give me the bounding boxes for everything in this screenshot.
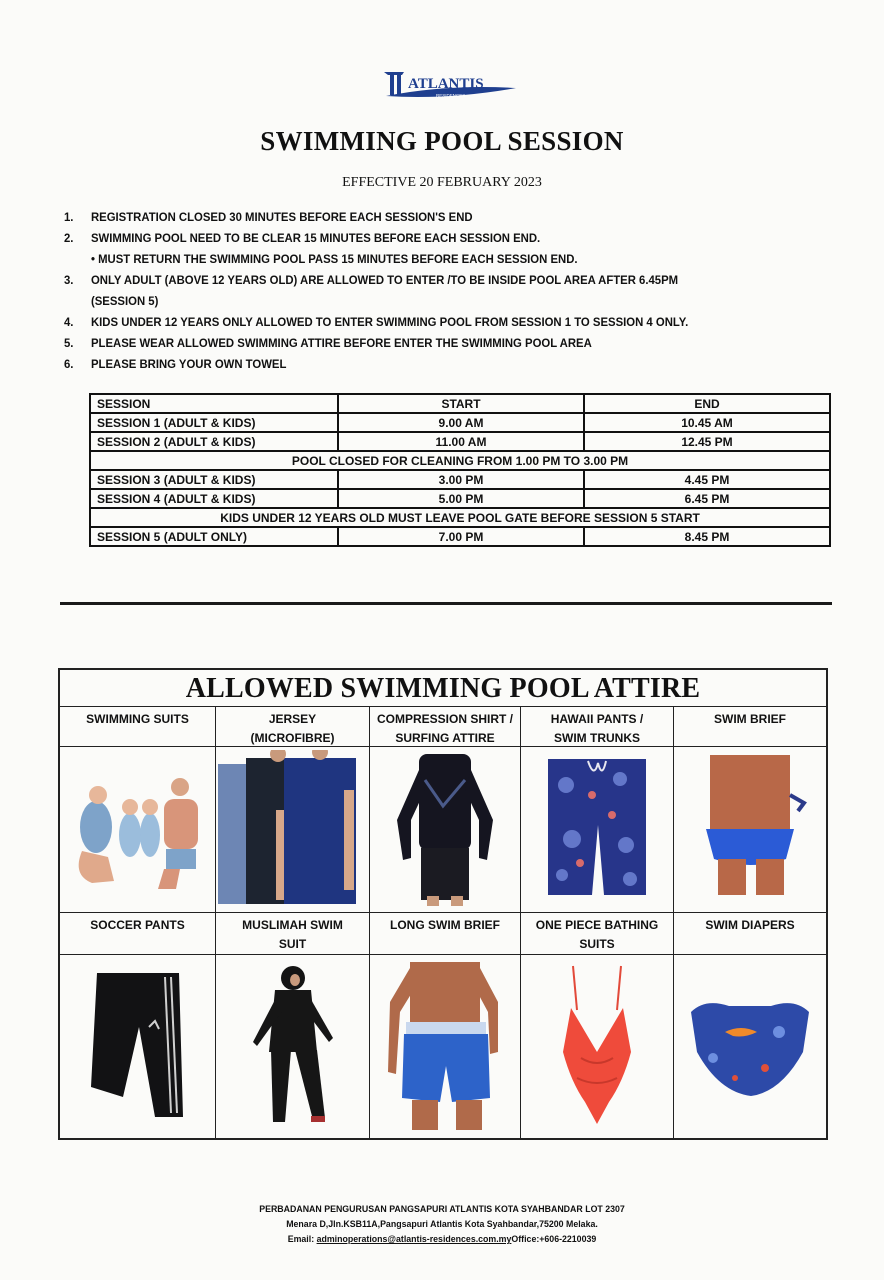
attire-grid xyxy=(60,707,826,1139)
rules-list xyxy=(64,207,789,375)
soccer-pants-image xyxy=(60,955,216,1139)
effective-date: EFFECTIVE 20 FEBRUARY 2023 xyxy=(342,175,542,190)
one-piece-suit-image xyxy=(521,955,674,1139)
email-link[interactable]: adminoperations@atlantis-residences.com.my xyxy=(316,1234,512,1244)
list-item: 3. ONLY ADULT (ABOVE 12 YEARS OLD) ARE ALLOWED TO ENTER /TO BE INSIDE POOL AREA AFTER 6.45PM (SESSION 5) xyxy=(64,273,679,308)
hawaii-pants-image xyxy=(521,747,674,913)
attire-label: MUSLIMAH SWIM SUIT xyxy=(216,913,370,955)
footer-org: PERBADANAN PENGURUSAN PANGSAPURI ATLANTIS KOTA SYAHBANDAR LOT 2307 xyxy=(259,1204,625,1214)
header-start: START xyxy=(338,394,584,413)
attire-label: SWIM BRIEF xyxy=(674,707,826,747)
table-header-row xyxy=(90,394,830,413)
svg-text:RESIDENCES: RESIDENCES xyxy=(436,93,466,98)
list-item: 2. SWIMMING POOL NEED TO BE CLEAR 15 MINUTES BEFORE EACH SESSION END. • MUST RETURN THE SWIMMING POOL PASS 15 MINUTES BEFORE EACH SESSION END. xyxy=(64,228,789,270)
table-note-row: KIDS UNDER 12 YEARS OLD MUST LEAVE POOL GATE BEFORE SESSION 5 START xyxy=(90,508,830,527)
table-row: SESSION 5 (ADULT ONLY) 7.00 PM 8.45 PM xyxy=(90,527,830,546)
attire-label: SOCCER PANTS xyxy=(60,913,216,955)
attire-label: COMPRESSION SHIRT / SURFING ATTIRE xyxy=(370,707,521,747)
header-session: SESSION xyxy=(90,394,338,413)
atlantis-logo xyxy=(378,66,520,102)
table-row: SESSION 3 (ADULT & KIDS) 3.00 PM 4.45 PM xyxy=(90,470,830,489)
page-title: SWIMMING POOL SESSION xyxy=(260,126,624,156)
sub-note: • MUST RETURN THE SWIMMING POOL PASS 15 MINUTES BEFORE EACH SESSION END. xyxy=(91,249,789,270)
attire-title: ALLOWED SWIMMING POOL ATTIRE xyxy=(60,670,826,707)
attire-label: JERSEY (MICROFIBRE) xyxy=(216,707,370,747)
swimming-suits-image xyxy=(60,747,216,913)
list-item: 4. KIDS UNDER 12 YEARS ONLY ALLOWED TO ENTER SWIMMING POOL FROM SESSION 1 TO SESSION 4 ONLY. xyxy=(64,315,689,329)
table-row: SESSION 1 (ADULT & KIDS) 9.00 AM 10.45 AM xyxy=(90,413,830,432)
table-note-row: POOL CLOSED FOR CLEANING FROM 1.00 PM TO 3.00 PM xyxy=(90,451,830,470)
list-item: 1. REGISTRATION CLOSED 30 MINUTES BEFORE EACH SESSION'S END xyxy=(64,210,473,224)
section-divider xyxy=(60,602,832,605)
table-row: SESSION 4 (ADULT & KIDS) 5.00 PM 6.45 PM xyxy=(90,489,830,508)
compression-shirt-image xyxy=(370,747,521,913)
muslimah-swim-suit-image xyxy=(216,955,370,1139)
header-end: END xyxy=(584,394,830,413)
swim-brief-image xyxy=(674,747,826,913)
attire-panel xyxy=(58,668,828,1140)
attire-label: HAWAII PANTS / SWIM TRUNKS xyxy=(521,707,674,747)
session-table xyxy=(89,393,831,547)
svg-text:ATLANTIS: ATLANTIS xyxy=(408,76,484,92)
table-row: SESSION 2 (ADULT & KIDS) 11.00 AM 12.45 PM xyxy=(90,432,830,451)
footer-address: Menara D,Jln.KSB11A,Pangsapuri Atlantis Kota Syahbandar,75200 Melaka. xyxy=(286,1219,598,1229)
footer xyxy=(0,1202,884,1247)
list-item: 6. PLEASE BRING YOUR OWN TOWEL xyxy=(64,357,287,371)
jersey-image xyxy=(216,747,370,913)
long-swim-brief-image xyxy=(370,955,521,1139)
footer-contact: Email: adminoperations@atlantis-residences.com.myOffice:+606-2210039 xyxy=(287,1234,597,1244)
attire-label: SWIM DIAPERS xyxy=(674,913,826,955)
swim-diapers-image xyxy=(674,955,826,1139)
attire-label: LONG SWIM BRIEF xyxy=(370,913,521,955)
attire-label: SWIMMING SUITS xyxy=(60,707,216,747)
list-item: 5. PLEASE WEAR ALLOWED SWIMMING ATTIRE BEFORE ENTER THE SWIMMING POOL AREA xyxy=(64,336,592,350)
attire-label: ONE PIECE BATHING SUITS xyxy=(521,913,674,955)
